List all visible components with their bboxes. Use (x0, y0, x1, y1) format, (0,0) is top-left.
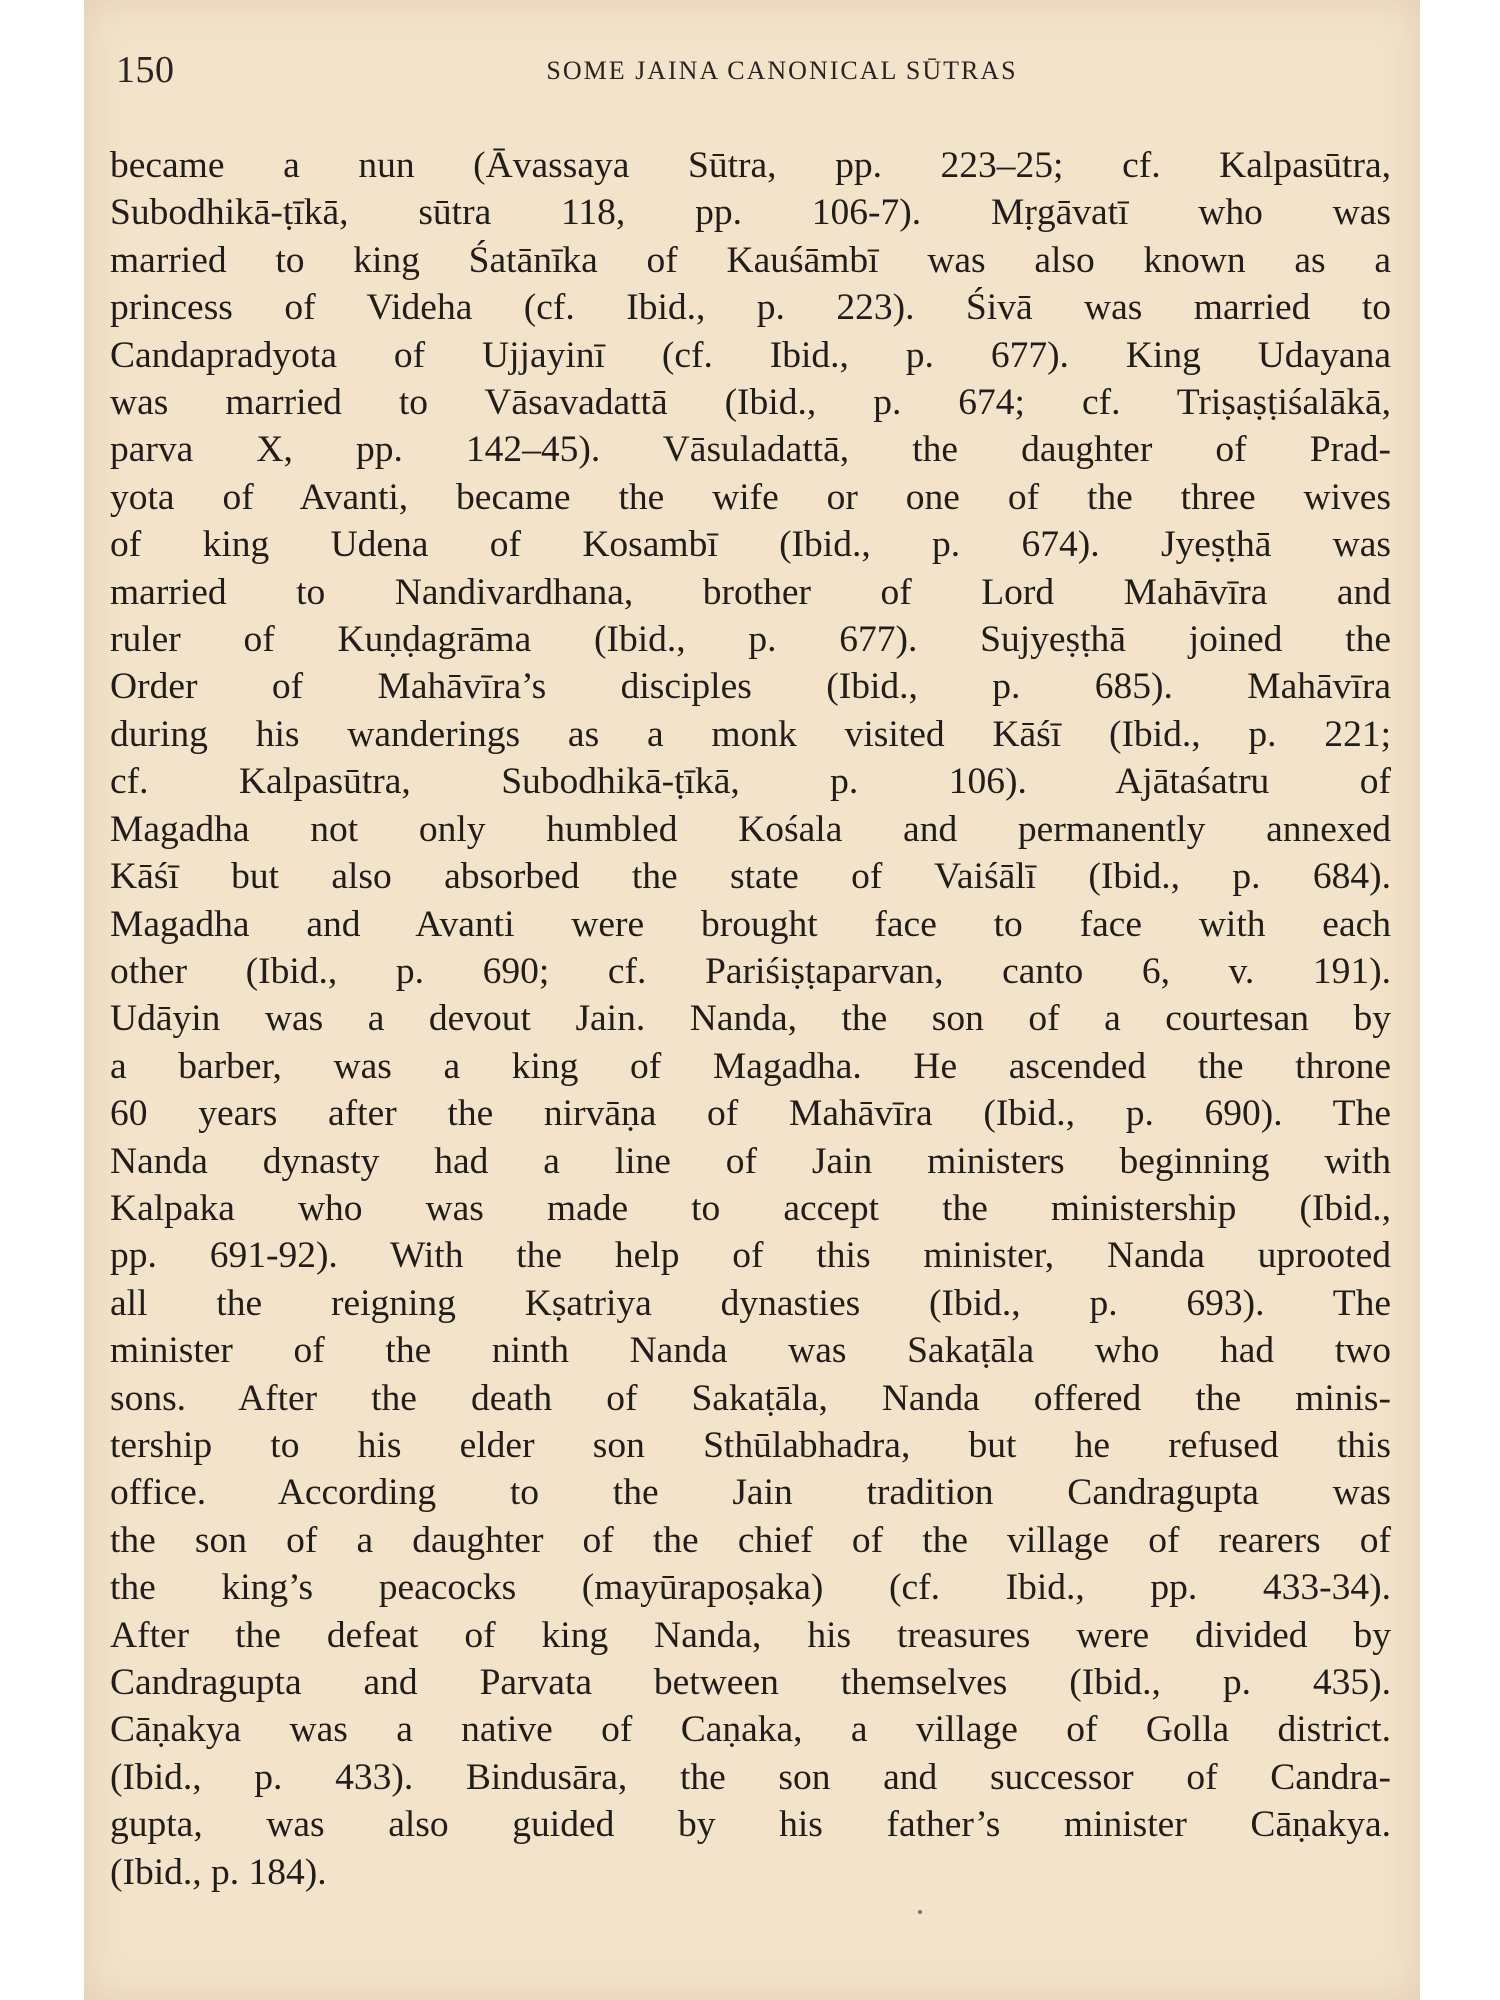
running-header-title: SOME JAINA CANONICAL SŪTRAS (546, 56, 1018, 85)
text-line: parva X, pp. 142–45). Vāsuladattā, the daughter of Prad- (110, 429, 1391, 471)
text-line: After the defeat of king Nanda, his treasures were divided by (110, 1614, 1391, 1656)
text-line: a barber, was a king of Magadha. He ascended the throne (110, 1045, 1391, 1087)
running-head (116, 48, 1388, 98)
text-line: all the reigning Kṣatriya dynasties (Ibid., p. 693). The (110, 1282, 1391, 1324)
text-line: tership to his elder son Sthūlabhadra, but he refused this (110, 1424, 1391, 1466)
text-line: cf. Kalpasūtra, Subodhikā-ṭīkā, p. 106). Ajātaśatru of (110, 761, 1391, 803)
text-line: Magadha not only humbled Kośala and permanently annexed (110, 808, 1391, 850)
text-line: other (Ibid., p. 690; cf. Pariśiṣṭaparvan, canto 6, v. 191). (110, 950, 1391, 992)
text-line: became a nun (Āvassaya Sūtra, pp. 223–25; cf. Kalpasūtra, (110, 145, 1391, 186)
text-line: 60 years after the nirvāṇa of Mahāvīra (Ibid., p. 690). The (110, 1093, 1391, 1135)
text-line: minister of the ninth Nanda was Sakaṭāla who had two (110, 1330, 1391, 1372)
text-line: the son of a daughter of the chief of the village of rearers of (110, 1519, 1391, 1561)
text-line: sons. After the death of Sakaṭāla, Nanda offered the minis- (110, 1377, 1391, 1419)
text-line: Order of Mahāvīra’s disciples (Ibid., p. 685). Mahāvīra (110, 666, 1391, 708)
text-line: Subodhikā-ṭīkā, sūtra 118, pp. 106-7). Mṛgāvatī who was (110, 192, 1391, 234)
text-line: married to Nandivardhana, brother of Lord Mahāvīra and (110, 571, 1391, 613)
text-line: Nanda dynasty had a line of Jain ministers beginning with (110, 1140, 1391, 1182)
text-line: Kāśī but also absorbed the state of Vaiśālī (Ibid., p. 684). (110, 856, 1391, 898)
text-line: (Ibid., p. 433). Bindusāra, the son and successor of Candra- (110, 1756, 1391, 1798)
text-line: married to king Śatānīka of Kauśāmbī was also known as a (110, 239, 1391, 281)
text-line: yota of Avanti, became the wife or one of the three wives (110, 476, 1391, 518)
text-line-last: (Ibid., p. 184). (110, 1851, 327, 1893)
text-line: ruler of Kuṇḍagrāma (Ibid., p. 677). Sujyeṣṭhā joined the (110, 619, 1391, 661)
text-line: during his wanderings as a monk visited Kāśī (Ibid., p. 221; (110, 713, 1391, 755)
page-dot-mark (918, 1910, 922, 1914)
text-line: pp. 691-92). With the help of this minister, Nanda uprooted (110, 1235, 1391, 1277)
text-line: Candragupta and Parvata between themselves (Ibid., p. 435). (110, 1662, 1391, 1703)
text-line: was married to Vāsavadattā (Ibid., p. 674; cf. Triṣaṣṭiśalākā, (110, 382, 1391, 424)
text-line: office. According to the Jain tradition Candragupta was (110, 1472, 1391, 1514)
text-line: Udāyin was a devout Jain. Nanda, the son of a courtesan by (110, 998, 1391, 1040)
page-number: 150 (116, 49, 175, 91)
text-line: Magadha and Avanti were brought face to face with each (110, 903, 1391, 945)
text-line: Kalpaka who was made to accept the ministership (Ibid., (110, 1187, 1391, 1229)
text-line: the king’s peacocks (mayūrapoṣaka) (cf. Ibid., pp. 433-34). (110, 1567, 1391, 1609)
text-line: princess of Videha (cf. Ibid., p. 223). Śivā was married to (110, 287, 1391, 329)
text-line: gupta, was also guided by his father’s minister Cāṇakya. (110, 1804, 1391, 1846)
book-page (84, 0, 1420, 2000)
text-line: Cāṇakya was a native of Caṇaka, a village of Golla district. (110, 1709, 1391, 1751)
text-line: Candapradyota of Ujjayinī (cf. Ibid., p. 677). King Udayana (110, 334, 1391, 376)
body-text (110, 142, 1391, 1896)
text-line: of king Udena of Kosambī (Ibid., p. 674). Jyeṣṭhā was (110, 524, 1391, 566)
